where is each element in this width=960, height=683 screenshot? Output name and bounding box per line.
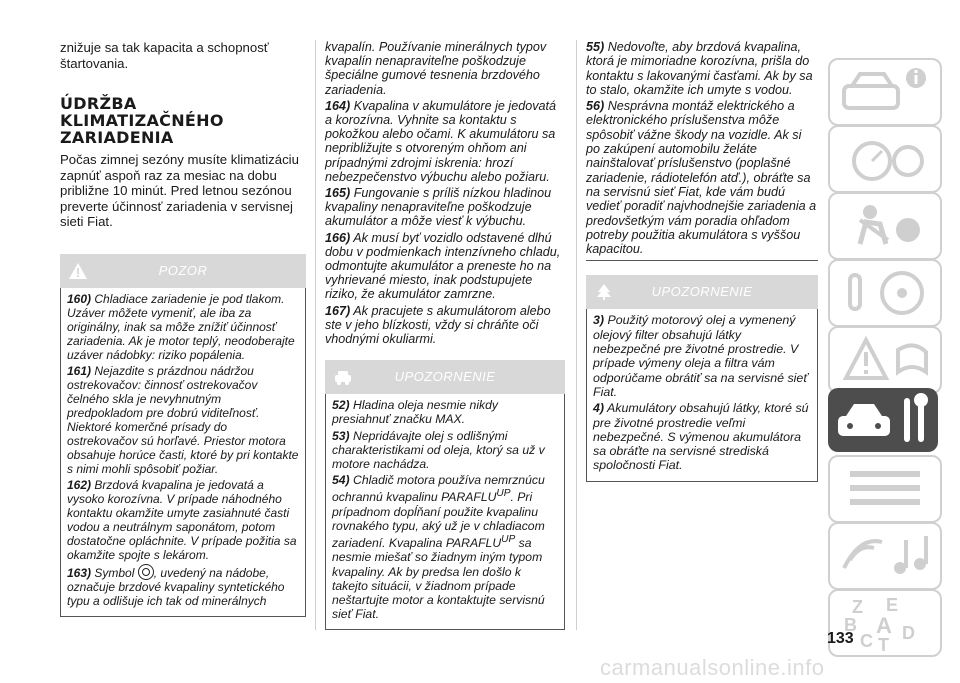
safety-icon (830, 194, 940, 258)
dashboard-icon (830, 127, 940, 191)
tab-car-info[interactable] (828, 58, 942, 126)
column-1 (60, 40, 306, 617)
tab-safety[interactable] (828, 192, 942, 260)
heading-line: KLIMATIZAČNÉHO (60, 111, 224, 130)
car-info-icon (830, 60, 940, 124)
upozornenie-box-header (325, 360, 565, 394)
continued-text: kvapalín. Používanie minerálnych typov kvapalín nenapraviteľne poškodzuje špeciálne gumové tesnenia brzdového zariadenia. (325, 40, 547, 97)
upozornenie-box (325, 360, 565, 630)
upozornenie-box-2-header (586, 275, 818, 309)
pozor-box-header (60, 254, 306, 288)
tab-multimedia[interactable] (828, 522, 942, 590)
pozor-box (60, 254, 306, 617)
note-3: 3) Použitý motorový olej a vymenený olejový filter obsahujú látky nebezpečné pre životné prostredie. V prípade výmeny oleja a filtra vám odporúčame obrátiť sa na servisné sieť Fiat. (593, 313, 808, 399)
note-53: 53) Nepridávajte olej s odlišnými charakteristikami od oleja, ktorý sa už v motore nachádza. (332, 428, 545, 472)
note-167: 167) Ak pracujete s akumulátorom alebo ste v jeho blízkosti, vždy si chráňte oči vhodnými okuliarmi. (325, 303, 551, 347)
note-52: 52) Hladina oleja nesmie nikdy presiahnuť značku MAX. (332, 398, 498, 427)
note-162: 162) Brzdová kvapalina je jedovatá a vysoko korozívna. V prípade náhodného kontaktu okamžite umyte zasiahnuté časti vodou a neutrálnym saponátom, potom dostatočne opláchnite. V prípade požitia sa okamžite spojte s lekárom. (67, 477, 297, 562)
note-163: 163) Symbol , uvedený na nádobe, označuje brzdové kvapaliny syntetického typu a odlišuje ich tak od minerálnych (67, 565, 285, 608)
note-164: 164) Kvapalina v akumulátore je jedovatá a korozívna. Vyhnite sa kontaktu s pokožkou alebo očami. K akumulátoru sa nepribližujte s otvoreným ohňom ani prípadnými zdrojmi iskrenia: hrozí nebezpečenstvo výbuchu alebo požiaru. (325, 98, 557, 184)
column-2 (325, 40, 565, 630)
maintenance-icon (828, 388, 938, 452)
upozornenie-box-body (325, 394, 565, 630)
note-165: 165) Fungovanie s príliš nízkou hladinou kvapaliny nenapraviteľne poškodzuje akumulátor a môže viesť k výbuchu. (325, 186, 552, 229)
note-166: 166) Ak musí byť vozidlo odstavené dlhú dobu v podmienkach intenzívneho chladu, odmontujte akumulátor a preneste ho na vyhrievané miesto, inak podstupujete riziko, že akumulátor zamrzne. (325, 230, 561, 302)
upozornenie-box-2-body (586, 309, 818, 481)
heading-line: ZARIADENIA (60, 128, 174, 147)
heading-line: ÚDRŽBA (60, 94, 137, 113)
section-heading (60, 95, 306, 146)
upozornenie-2-title: UPOZORNENIE (651, 284, 753, 300)
note-55: 55) Nedovoľte, aby brzdová kvapalina, ktorá je mimoriadne korozívna, prišla do kontaktu s lakovanými časťami. Ak by sa to stalo, okamžite ich umyte s vodou. (586, 40, 813, 97)
note-56: 56) Nesprávna montáž elektrického a elektronického príslušenstva môže spôsobiť vážne škody na vozidle. Ak si po zakúpení automobilu želáte nainštalovať príslušenstvo (poplašné zariadenie, rádiotelefón atď.), obráťte sa na servisnú sieť Fiat, kde vám budú vedieť poradiť najvhodnejšie zariadenia a predovšetkým vám poradia ohľadom potreby použitia akumulátora s vyššou kapacitou. (586, 99, 817, 257)
column-divider (576, 40, 577, 630)
tab-start-drive[interactable] (828, 259, 942, 327)
column-divider (315, 40, 316, 630)
brake-fluid-symbol-icon (138, 564, 154, 580)
page-number: 133 (827, 630, 854, 647)
upozornenie-title: UPOZORNENIE (394, 369, 496, 385)
note-161: 161) Nejazdite s prázdnou nádržou ostrekovačov: činnosť ostrekovačov čelného skla je nevyhnutným predpokladom pre dobrú viditeľnosť. Niektoré komerčné prísady do ostrekovačov sú horľavé. Priestor motora obsahuje horúce časti, ktoré by pri kontakte s nimi mohli spôsobiť požiar. (67, 363, 299, 476)
tab-dashboard[interactable] (828, 125, 942, 193)
multimedia-icon (830, 524, 940, 588)
technical-data-icon (830, 457, 940, 521)
note-4: 4) Akumulátory obsahujú látky, ktoré sú pre životné prostredie veľmi nebezpečné. S výmenou akumulátora sa obráťte na servisné strediská spoločnosti Fiat. (593, 401, 809, 473)
index-letters: Z E B A C D T (844, 595, 915, 655)
column-3 (586, 40, 818, 482)
start-drive-icon (830, 261, 940, 325)
tab-technical-data[interactable] (828, 455, 942, 523)
pozor-box-body (60, 288, 306, 617)
warning-lights-icon (830, 328, 940, 392)
tab-warning-lights[interactable] (828, 326, 942, 394)
intro-text: znižuje sa tak kapacita a schopnosť štartovania. (60, 40, 269, 71)
note-160: 160) Chladiace zariadenie je pod tlakom. Uzáver môžete vymeniť, ale iba za originálny, inak sa môže znížiť účinnosť zariadenia. Ak je motor teplý, neodoberajte uzáver nádobky: riziko popálenia. (67, 291, 295, 362)
note-54: 54) Chladič motora používa nemrznúcu ochrannú kvapalinu $PARAFLU^{UP}$. Pri prípadnom dopĺňaní použite kvapalinu rovnakého typu, aký už je v chladiacom zariadení. Kvapalina $PARAFLU^{UP}$ sa nesmie miešať so žiadnym iným typom kvapaliny. Ak by predsa len došlo k takejto situácii, v žiadnom prípade neštartujte motor a kontaktujte servisnú sieť Fiat. (332, 473, 545, 622)
tab-maintenance[interactable] (828, 388, 938, 452)
pozor-title: POZOR (158, 262, 208, 278)
body-text: Počas zimnej sezóny musíte klimatizáciu zapnúť aspoň raz za mesiac na dobu približne 10 minút. Pred letnou sezónou preverte účinnosť zariadenia v servisnej sieti Fiat. (60, 152, 299, 229)
footer-watermark: carmanualsonline.info (600, 655, 825, 680)
upozornenie-box-2 (586, 275, 818, 481)
